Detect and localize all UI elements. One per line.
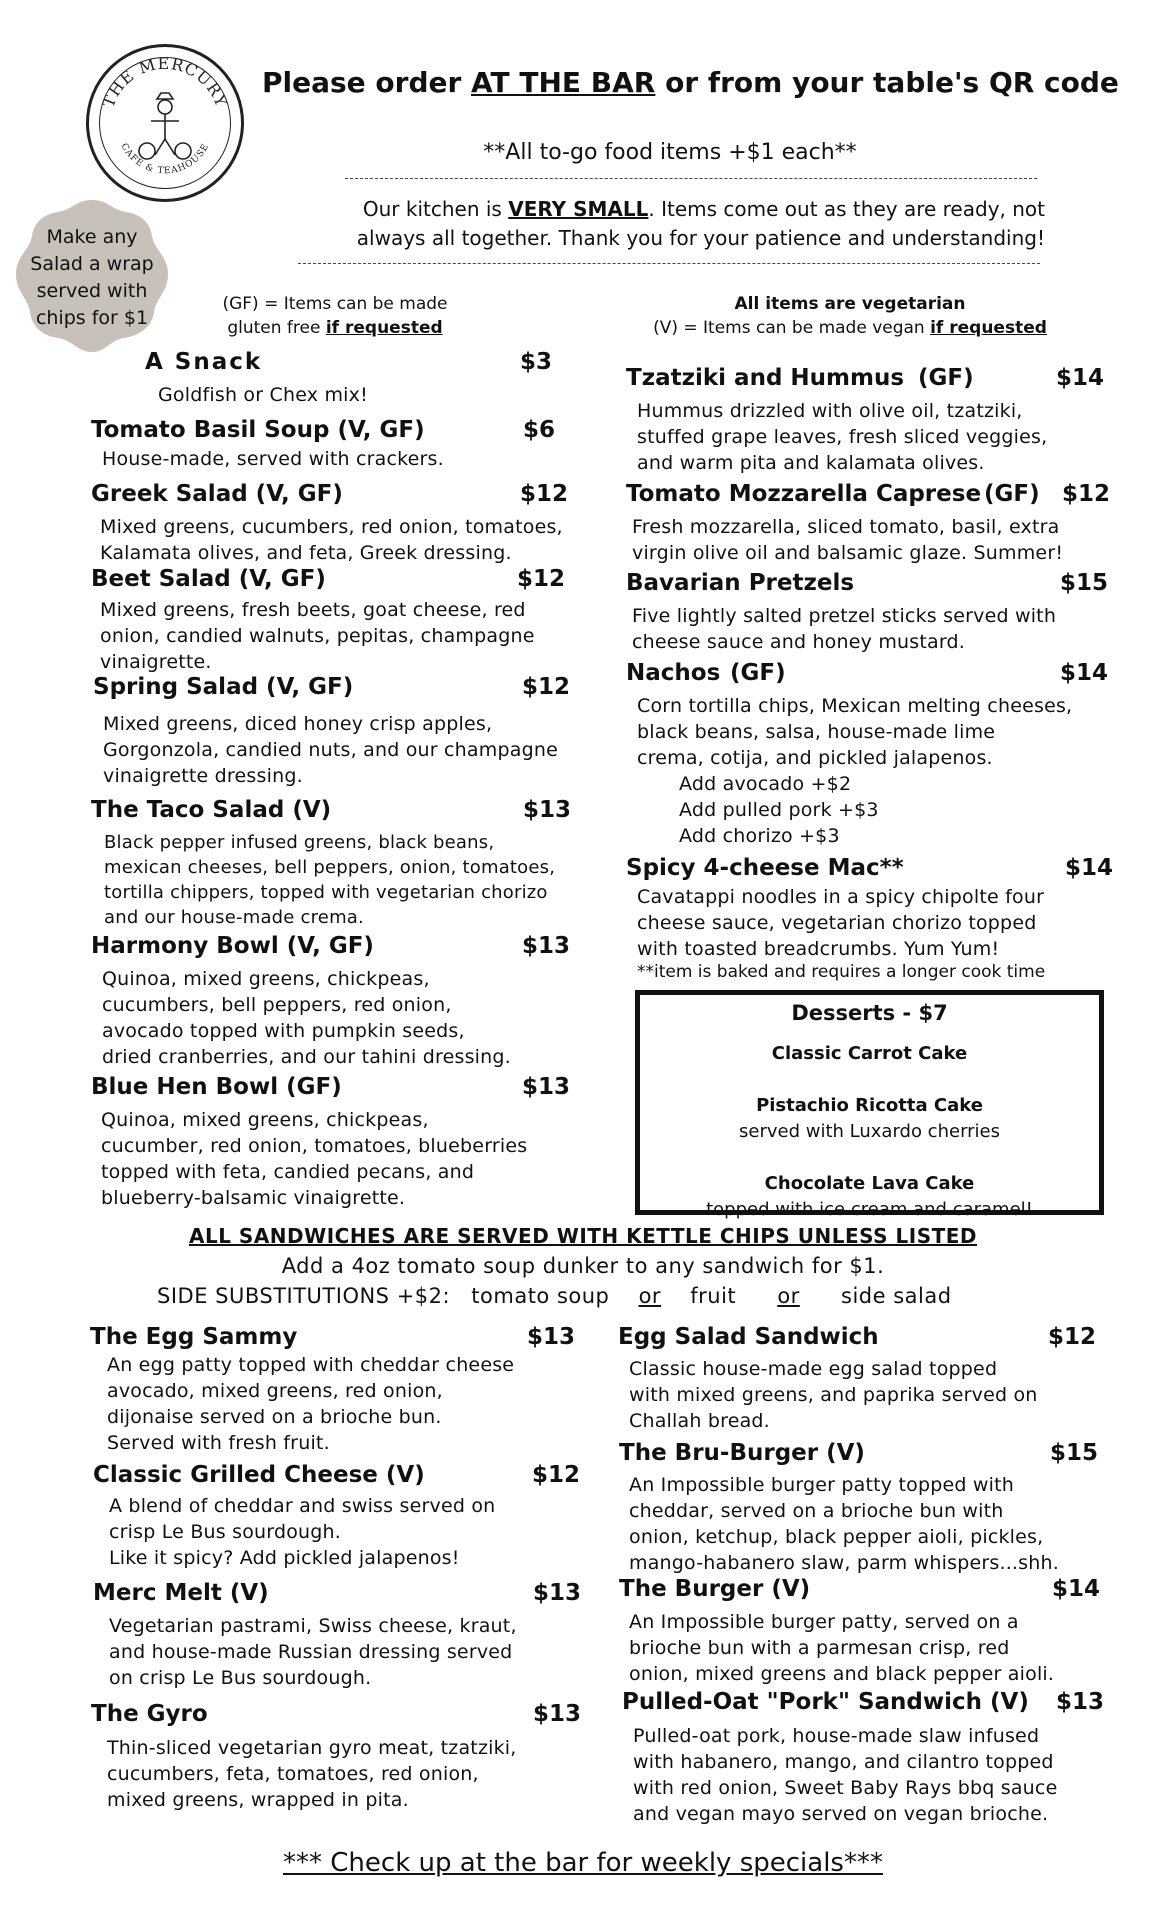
vegan-legend-line <box>610 316 1090 340</box>
divider <box>298 263 1040 264</box>
item-desc <box>633 1723 1057 1827</box>
item-desc <box>107 1352 514 1456</box>
spacer <box>640 1145 1099 1171</box>
kitchen-line-1 <box>300 195 1045 224</box>
desc-line: Mixed greens, cucumbers, red onion, tomatoes, <box>100 516 563 538</box>
desc-line: A blend of cheddar and swiss served on <box>109 1495 496 1517</box>
vegan-legend-underlined: if requested <box>930 318 1047 338</box>
gf-legend-line-1: (GF) = Items can be made <box>222 294 448 314</box>
desc-line: Corn tortilla chips, Mexican melting cheeses, <box>637 695 1073 717</box>
item-name: Tzatziki and Hummus <box>626 365 905 391</box>
item-name: Pulled-Oat "Pork" Sandwich (V) <box>622 1689 1029 1715</box>
item-price: $14 <box>1065 855 1114 881</box>
side-substitutions <box>157 1284 952 1308</box>
item-price: $14 <box>1056 365 1105 391</box>
vegan-legend <box>610 292 1090 340</box>
item-desc <box>637 693 1072 849</box>
dessert-sub: served with Luxardo cherries <box>739 1121 1000 1142</box>
item-desc <box>109 1493 495 1571</box>
item-name: Classic Grilled Cheese (V) <box>93 1462 425 1488</box>
desc-line: virgin olive oil and balsamic glaze. Summer! <box>632 542 1064 564</box>
item-name: The Taco Salad (V) <box>91 797 332 823</box>
desc-line: Mixed greens, fresh beets, goat cheese, red <box>100 599 526 621</box>
desc-line: Quinoa, mixed greens, chickpeas, <box>102 968 430 990</box>
desc-line: mango-habanero slaw, parm whispers...shh. <box>629 1552 1059 1574</box>
badge-line: Make any <box>46 226 138 248</box>
desc-line: cucumber, red onion, tomatoes, blueberries <box>101 1135 528 1157</box>
logo-name: THE MERCURY <box>98 53 232 111</box>
item-desc: House-made, served with crackers. <box>102 448 444 470</box>
wrap-promo-badge <box>8 196 176 356</box>
item-desc <box>632 514 1063 566</box>
item-name: The Bru-Burger (V) <box>619 1440 865 1466</box>
desc-line: avocado topped with pumpkin seeds, <box>102 1020 465 1042</box>
item-desc <box>629 1609 1054 1687</box>
desc-line: An Impossible burger patty, served on a <box>629 1611 1019 1633</box>
item-desc <box>629 1472 1059 1576</box>
kitchen-line-2: always all together. Thank you for your patience and understanding! <box>356 226 1045 250</box>
desc-line: crisp Le Bus sourdough. <box>109 1521 342 1543</box>
desc-line: Quinoa, mixed greens, chickpeas, <box>101 1109 429 1131</box>
logo-seal-icon <box>89 47 241 199</box>
dessert-name: Chocolate Lava Cake <box>764 1173 975 1194</box>
desc-line: tortilla chippers, topped with vegetarian chorizo <box>104 882 548 903</box>
desc-line: crema, cotija, and pickled jalapenos. <box>637 747 993 769</box>
item-desc <box>103 711 558 789</box>
badge-line: Salad a wrap <box>30 253 154 275</box>
desc-line: cucumbers, feta, tomatoes, red onion, <box>107 1763 479 1785</box>
weekly-specials-footer: *** Check up at the bar for weekly specials*** <box>283 1848 883 1878</box>
mercury-logo <box>86 44 244 202</box>
desc-line: Vegetarian pastrami, Swiss cheese, kraut, <box>109 1615 517 1637</box>
badge-line: chips for $1 <box>35 307 149 329</box>
desc-line: Pulled-oat pork, house-made slaw infused <box>633 1725 1040 1747</box>
desc-line: Mixed greens, diced honey crisp apples, <box>103 713 493 735</box>
desc-line: Kalamata olives, and feta, Greek dressing. <box>100 542 512 564</box>
kitchen-pre: Our kitchen is <box>362 197 509 221</box>
item-desc: Goldfish or Chex mix! <box>158 384 368 406</box>
desc-line: blueberry-balsamic vinaigrette. <box>101 1187 406 1209</box>
menu-item <box>145 349 262 375</box>
desc-line: cheese sauce and honey mustard. <box>632 631 966 653</box>
item-price: $12 <box>517 566 566 592</box>
item-name: Egg Salad Sandwich <box>618 1324 879 1350</box>
svg-text:CAFE & TEAHOUSE <box>119 142 212 177</box>
item-name: Bavarian Pretzels <box>626 570 855 596</box>
subs-or: or <box>638 1284 662 1308</box>
spacer <box>640 1067 1099 1093</box>
gf-legend <box>195 292 475 340</box>
item-name: Greek Salad (V, GF) <box>91 481 343 507</box>
gf-legend-pre: gluten free <box>227 318 326 338</box>
item-note: **item is baked and requires a longer cook time <box>637 962 1046 982</box>
item-desc <box>100 514 563 566</box>
item-name: Tomato Basil Soup (V, GF) <box>91 417 425 443</box>
desc-line: avocado, mixed greens, red onion, <box>107 1380 443 1402</box>
desc-line: mexican cheeses, bell peppers, onion, tomatoes, <box>104 857 556 878</box>
vegetarian-note: All items are vegetarian <box>734 294 966 314</box>
subs-option: side salad <box>841 1284 952 1308</box>
desc-line: Like it spicy? Add pickled jalapenos! <box>109 1547 460 1569</box>
item-tag: (GF) <box>730 660 786 686</box>
item-desc <box>100 597 535 675</box>
addon-line: Add pulled pork +$3 <box>679 799 879 821</box>
page-title <box>262 66 1119 99</box>
desc-line: Gorgonzola, candied nuts, and our champagne <box>103 739 558 761</box>
item-price: $3 <box>520 349 553 375</box>
desc-line: Served with fresh fruit. <box>107 1432 330 1454</box>
desc-line: black beans, salsa, house-made lime <box>637 721 996 743</box>
dessert-name: Pistachio Ricotta Cake <box>756 1095 983 1116</box>
item-price: $13 <box>533 1580 582 1606</box>
item-name: Spring Salad (V, GF) <box>93 674 354 700</box>
title-pre: Please order <box>262 66 472 99</box>
item-name: Spicy 4-cheese Mac** <box>626 855 904 881</box>
logo-subtitle: CAFE & TEAHOUSE <box>118 141 212 177</box>
desc-line: and warm pita and kalamata olives. <box>637 452 985 474</box>
desc-line: Five lightly salted pretzel sticks served with <box>632 605 1057 627</box>
item-price: $12 <box>1062 481 1111 507</box>
item-price: $15 <box>1050 1440 1099 1466</box>
desc-line: stuffed grape leaves, fresh sliced veggies, <box>637 426 1048 448</box>
desc-line: An egg patty topped with cheddar cheese <box>107 1354 515 1376</box>
item-price: $15 <box>1060 570 1109 596</box>
desc-line: cheddar, served on a brioche bun with <box>629 1500 1004 1522</box>
desc-line: cucumbers, bell peppers, red onion, <box>102 994 452 1016</box>
gf-legend-underlined: if requested <box>325 318 443 338</box>
item-name: The Egg Sammy <box>90 1324 298 1350</box>
gf-legend-line-2 <box>195 316 475 340</box>
item-tag: (GF) <box>984 481 1040 507</box>
item-price: $13 <box>527 1324 576 1350</box>
item-price: $14 <box>1060 660 1109 686</box>
desc-line: dried cranberries, and our tahini dressing. <box>102 1046 511 1068</box>
item-name: The Gyro <box>91 1701 208 1727</box>
item-price: $13 <box>1056 1689 1105 1715</box>
desc-line: Challah bread. <box>629 1410 770 1432</box>
addon-line: Add chorizo +$3 <box>679 825 840 847</box>
subs-or: or <box>777 1284 800 1308</box>
desc-line: onion, ketchup, black pepper aioli, pickles, <box>629 1526 1044 1548</box>
dessert-sub: topped with ice cream and caramel! <box>706 1199 1033 1220</box>
title-post: or from your table's QR code <box>655 66 1119 99</box>
item-name: Beet Salad (V, GF) <box>91 566 326 592</box>
item-desc <box>101 1107 527 1211</box>
desc-line: onion, mixed greens and black pepper aioli. <box>629 1663 1055 1685</box>
desc-line: An Impossible burger patty topped with <box>629 1474 1014 1496</box>
svg-text:THE MERCURY <box>99 54 232 110</box>
item-name: Harmony Bowl (V, GF) <box>91 933 374 959</box>
item-desc <box>637 884 1044 962</box>
item-price: $13 <box>533 1701 582 1727</box>
desc-line: with toasted breadcrumbs. Yum Yum! <box>637 938 1000 960</box>
desc-line: vinaigrette dressing. <box>103 765 303 787</box>
badge-text <box>18 224 166 332</box>
item-price: $13 <box>522 933 571 959</box>
vegan-legend-pre: (V) = Items can be made vegan <box>653 318 931 338</box>
item-name: Blue Hen Bowl (GF) <box>91 1074 342 1100</box>
item-desc <box>632 603 1056 655</box>
item-price: $6 <box>523 417 556 443</box>
item-desc <box>637 398 1047 476</box>
item-name: The Burger (V) <box>619 1576 811 1602</box>
item-price: $12 <box>520 481 569 507</box>
kitchen-notice <box>300 195 1045 253</box>
item-name: A Snack <box>145 349 263 375</box>
subs-option: tomato soup <box>471 1284 610 1308</box>
desc-line: with mixed greens, and paprika served on <box>629 1384 1038 1406</box>
desc-line: Thin-sliced vegetarian gyro meat, tzatziki, <box>107 1737 517 1759</box>
desserts-title: Desserts - $7 <box>791 1001 948 1025</box>
badge-line: served with <box>36 280 148 302</box>
desc-line: mixed greens, wrapped in pita. <box>107 1789 409 1811</box>
item-desc <box>629 1356 1038 1434</box>
desc-line: and vegan mayo served on vegan brioche. <box>633 1803 1049 1825</box>
item-desc <box>102 966 511 1070</box>
kitchen-post: . Items come out as they are ready, not <box>648 197 1045 221</box>
item-price: $12 <box>532 1462 581 1488</box>
item-price: $12 <box>1048 1324 1097 1350</box>
desc-line: Black pepper infused greens, black beans, <box>104 832 495 853</box>
title-underlined: AT THE BAR <box>471 66 656 99</box>
desc-line: cheese sauce, vegetarian chorizo topped <box>637 912 1037 934</box>
desc-line: brioche bun with a parmesan crisp, red <box>629 1637 1010 1659</box>
item-price: $12 <box>522 674 571 700</box>
desc-line: and house-made Russian dressing served <box>109 1641 513 1663</box>
item-price: $13 <box>523 797 572 823</box>
desserts-box <box>635 990 1104 1220</box>
desc-line: and our house-made crema. <box>104 907 364 928</box>
addon-line: Add avocado +$2 <box>679 773 852 795</box>
item-desc <box>107 1735 517 1813</box>
desc-line: with habanero, mango, and cilantro topped <box>633 1751 1054 1773</box>
desc-line: onion, candied walnuts, pepitas, champagne <box>100 625 535 647</box>
item-price: $13 <box>522 1074 571 1100</box>
item-tag: (GF) <box>918 365 974 391</box>
desc-line: dijonaise served on a brioche bun. <box>107 1406 442 1428</box>
dessert-name: Classic Carrot Cake <box>771 1043 968 1064</box>
item-desc <box>109 1613 517 1691</box>
soup-dunker-note: Add a 4oz tomato soup dunker to any sandwich for $1. <box>281 1254 885 1278</box>
desc-line: with red onion, Sweet Baby Rays bbq sauce <box>633 1777 1058 1799</box>
item-name: Nachos <box>626 660 721 686</box>
desserts-list <box>640 1041 1099 1223</box>
desc-line: Hummus drizzled with olive oil, tzatziki, <box>637 400 1023 422</box>
item-desc <box>104 830 555 930</box>
desc-line: Cavatappi noodles in a spicy chipolte four <box>637 886 1045 908</box>
desc-line: Fresh mozzarella, sliced tomato, basil, extra <box>632 516 1060 538</box>
item-name: Tomato Mozzarella Caprese <box>626 481 982 507</box>
item-name: Merc Melt (V) <box>93 1580 269 1606</box>
divider <box>345 178 1037 179</box>
desc-line: on crisp Le Bus sourdough. <box>109 1667 372 1689</box>
togo-notice: **All to-go food items +$1 each** <box>483 140 857 165</box>
desc-line: Classic house-made egg salad topped <box>629 1358 998 1380</box>
kitchen-underlined: VERY SMALL <box>508 197 649 221</box>
subs-label: SIDE SUBSTITUTIONS +$2: <box>157 1284 451 1308</box>
item-price: $14 <box>1052 1576 1101 1602</box>
subs-option: fruit <box>690 1284 737 1308</box>
sandwich-header: ALL SANDWICHES ARE SERVED WITH KETTLE CHIPS UNLESS LISTED <box>188 1224 978 1248</box>
desc-line: topped with feta, candied pecans, and <box>101 1161 475 1183</box>
desc-line: vinaigrette. <box>100 651 212 673</box>
